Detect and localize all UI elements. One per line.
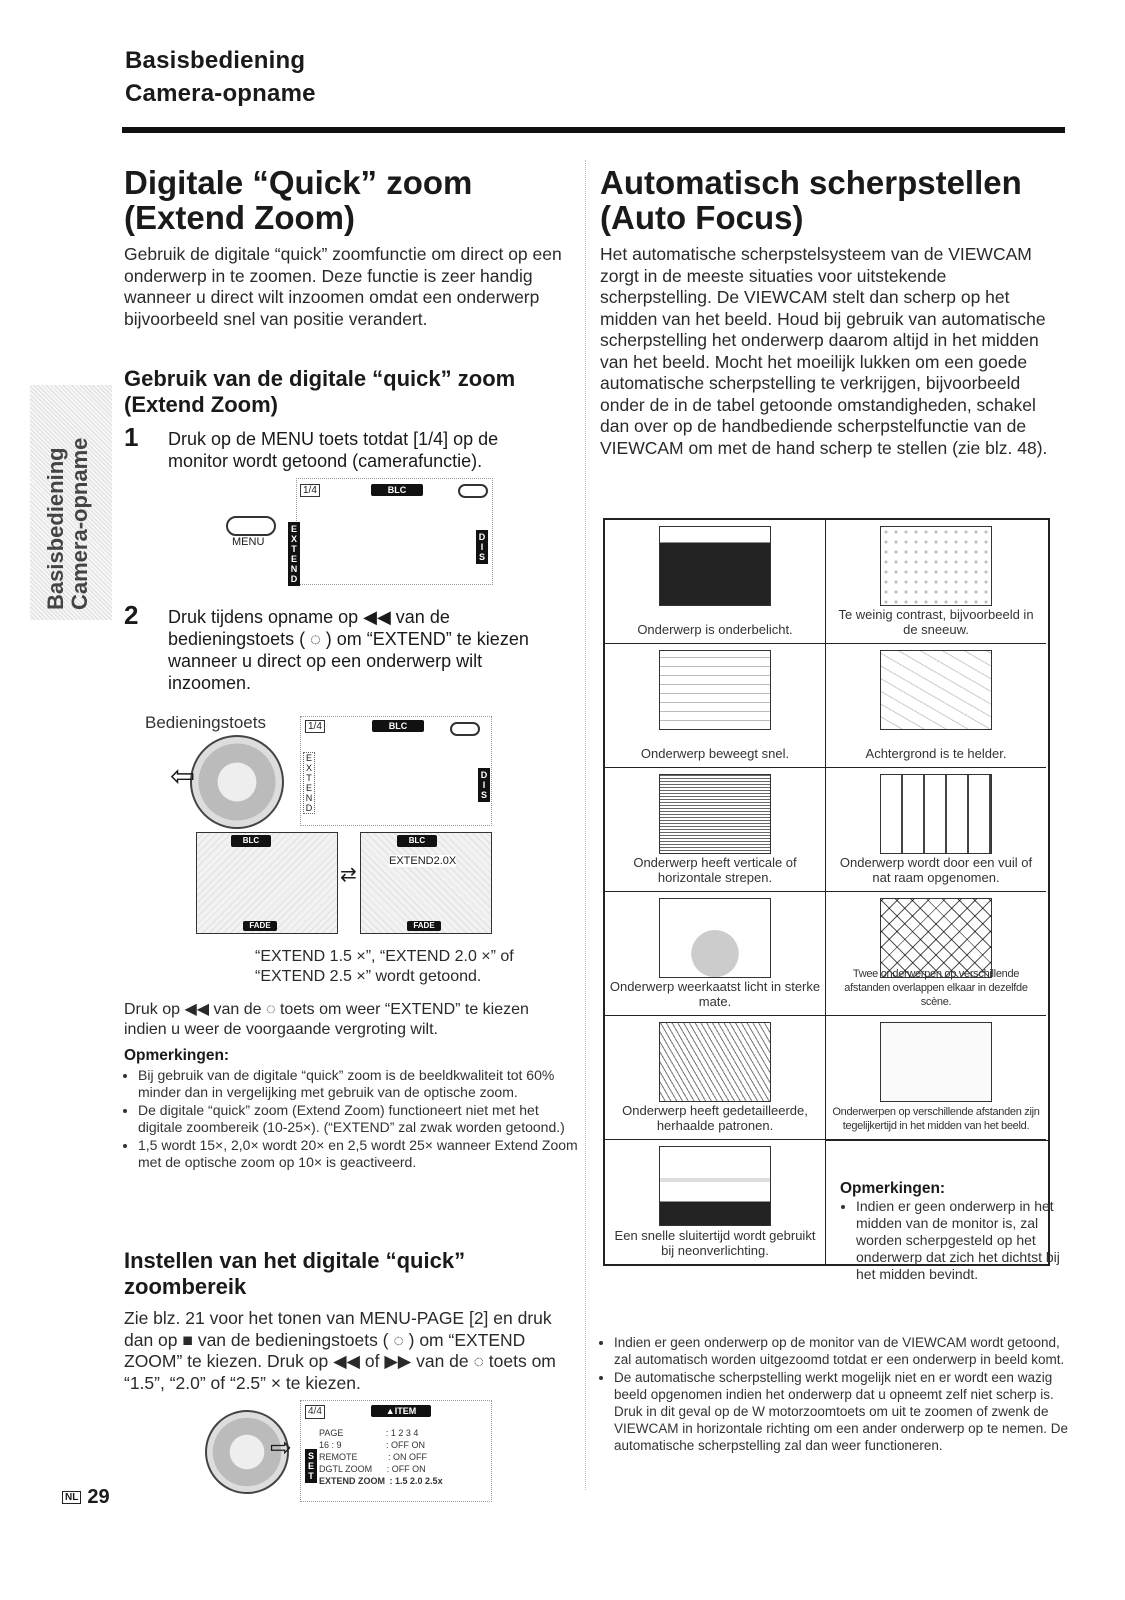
condition-cell: Onderwerp beweegt snel.	[605, 644, 826, 768]
blc-small-2: BLC	[397, 835, 437, 847]
side-tab	[30, 385, 112, 620]
side-tab-label: Basisbediening Camera-opname	[43, 437, 92, 610]
condition-cell: Onderwerp heeft verticale of horizontale strepen.	[605, 768, 826, 892]
step-2-number: 2	[124, 600, 139, 630]
item-indicator: ▲ITEM	[371, 1405, 431, 1417]
neon-light-illustration	[659, 1146, 771, 1226]
fade-label: FADE	[243, 921, 277, 931]
step-2-text: Druk tijdens opname op ◀◀ van de bedieningstoets ( ◌ ) om “EXTEND” te kiezen wanneer u direct op een onderwerp wilt inzoomen.	[168, 607, 529, 693]
extend-2x-label: EXTEND2.0X	[389, 855, 457, 867]
left-note-3: • 1,5 wordt 15×, 2,0× wordt 20× en 2,5 wordt 25× wanneer Extend Zoom met de optische zoom op 10× is geactiveerd.	[138, 1137, 578, 1171]
page-indicator: 1/4	[300, 484, 320, 497]
reflective-car-illustration	[659, 898, 771, 978]
step-1-text: Druk op de MENU toets totdat [1/4] op de monitor wordt getoond (camerafunctie).	[168, 429, 499, 471]
blc-indicator: BLC	[371, 484, 423, 496]
fence-batter-illustration	[880, 898, 992, 978]
menu-row-2: 16 : 9 : OFF ON	[319, 1440, 426, 1450]
snowman-illustration	[880, 526, 992, 606]
fade-label-2: FADE	[407, 921, 441, 931]
dis-indicator: D I S	[476, 530, 488, 564]
blc-small: BLC	[231, 835, 271, 847]
condition-cell: Onderwerp heeft gedetailleerde, herhaalde patronen.	[605, 1016, 826, 1140]
dis-indicator-2: D I S	[478, 768, 490, 802]
striped-blinds-illustration	[659, 774, 771, 854]
arrow-right-icon: ⇨	[270, 1432, 292, 1462]
patterned-floor-illustration	[659, 1022, 771, 1102]
condition-cell: Onderwerpen op verschillende afstanden zijn tegelijkertijd in het midden van het beeld.	[826, 1016, 1046, 1140]
step-1-number: 1	[124, 422, 139, 452]
left-notes-list	[124, 1067, 578, 1172]
arrow-left-icon: ⇦	[170, 760, 196, 793]
menu-button-label: MENU	[232, 536, 265, 548]
menu-button-icon	[226, 516, 276, 536]
menu-row-3: REMOTE : ON OFF	[319, 1452, 428, 1462]
column-divider	[585, 160, 586, 1490]
right-note-2: • De automatische scherpstelling werkt mogelijk niet en er wordt een wazig beeld opgenomen indien het onderwerp dat u opneemt zelf niet scherp is. Druk in dit geval op de W motorzoomtoets om uit te zoomen of zwenk de VIEWCAM in horizontale richting om een ander onderwerp op te nemen. De automatische scherpstelling zal dan weer functioneren.	[614, 1369, 1069, 1454]
menu-row-1: PAGE : 1 2 3 4	[319, 1428, 419, 1438]
race-cars-illustration	[659, 650, 771, 730]
set-indicator: S E T	[305, 1449, 317, 1483]
right-note-1: • Indien er geen onderwerp op de monitor van de VIEWCAM wordt getoond, zal automatisch worden uitgezoomd totdat er een onderwerp in beeld komt.	[614, 1334, 1069, 1368]
screen-after	[360, 832, 492, 934]
left-note-1: • Bij gebruik van de digitale “quick” zoom is de beeldkwaliteit tot 60% minder dan in vergelijking met gebruik van de optische zoom.	[138, 1067, 578, 1101]
autofocus-conditions-grid	[603, 518, 1050, 1266]
wet-window-illustration	[880, 774, 992, 854]
battery-icon-2	[450, 722, 480, 736]
condition-cell: Twee onderwerpen op verschillende afstanden overlappen elkaar in dezelfde scène.	[826, 892, 1046, 1016]
menu-row-5: EXTEND ZOOM : 1.5 2.0 2.5x	[319, 1476, 443, 1486]
menu-page-tag: 4/4	[305, 1405, 325, 1419]
bedieningstoets-label: Bedieningstoets	[145, 713, 266, 732]
right-title-line1: Automatisch scherpstellen	[600, 164, 1022, 201]
condition-cell: Onderwerp wordt door een vuil of nat raam opgenomen.	[826, 768, 1046, 892]
step-1-figure	[226, 478, 496, 588]
right-notes-heading: Opmerkingen:	[840, 1180, 946, 1197]
page-indicator-2: 1/4	[305, 720, 325, 733]
left-title-line2: (Extend Zoom)	[124, 199, 355, 236]
language-tag: NL	[62, 1491, 81, 1504]
extend-indicator-dim: E X T E N D	[303, 752, 315, 814]
header-rule	[122, 127, 1065, 133]
condition-cell: Onderwerp is onderbelicht.	[605, 520, 826, 644]
left-intro: Gebruik de digitale “quick” zoomfunctie om direct op een onderwerp in te zoomen. Deze functie is zeer handig wanneer u direct wilt inzoomen omdat een onderwerp bijvoorbeeld snel van positie verandert.	[124, 244, 562, 329]
condition-cell: Achtergrond is te helder.	[826, 644, 1046, 768]
extend-return-text: Druk op ◀◀ van de ◌ toets om weer “EXTEND” te kiezen indien u weer de voorgaande vergroting wilt.	[124, 1001, 529, 1038]
bright-background-illustration	[880, 650, 992, 730]
left-note-2: • De digitale “quick” zoom (Extend Zoom) functioneert niet met het digitale zoombereik (10-25×). (“EXTEND” zal zwak worden getoond.)	[138, 1102, 578, 1136]
right-notes-list	[600, 1334, 1069, 1455]
section-subheader: Camera-opname	[125, 80, 316, 107]
left-title-line1: Digitale “Quick” zoom	[124, 164, 473, 201]
left-subheading-2: Instellen van het digitale “quick” zoombereik	[124, 1248, 466, 1299]
control-dial-icon	[190, 735, 284, 829]
blc-indicator-2: BLC	[372, 720, 424, 732]
condition-cell: Onderwerp weerkaatst licht in sterke mate.	[605, 892, 826, 1016]
right-intro: Het automatische scherpstelsysteem van de VIEWCAM zorgt in de meeste situaties voor uitstekende scherpstelling. De VIEWCAM stelt dan scherp op het midden van het beeld. Houd bij gebruik van automatische scherpstelling het onderwerp daarom altijd in het midden van het beeld. Mocht het moeilijk lukken om een goede automatische scherpstelling te verkrijgen, bijvoorbeeld onder de in de tabel getoonde omstandigheden, schakel dan over op de handbediende scherpstelfunctie van de VIEWCAM om met de hand scherp te stellen (zie blz. 48).	[600, 244, 1048, 458]
extend-indicator: E X T E N D	[288, 522, 300, 586]
range-text: Zie blz. 21 voor het tonen van MENU-PAGE [2] en druk dan op ■ van de bedieningstoets ( ◌ ) om “EXTEND ZOOM” te kiezen. Druk op ◀◀ of ▶▶ van de ◌ toets om “1.5”, “2.0” of “2.5” × te kiezen.	[124, 1308, 556, 1393]
condition-cell: Een snelle sluitertijd wordt gebruikt bij neonverlichting.	[605, 1140, 826, 1264]
section-header: Basisbediening	[125, 47, 306, 74]
extend-caption: “EXTEND 1.5 ×”, “EXTEND 2.0 ×” of “EXTEND 2.5 ×” wordt getoond.	[255, 948, 514, 985]
page-number: NL 29	[62, 1486, 110, 1509]
screen-before	[196, 832, 338, 934]
child-foreground-illustration	[880, 1022, 992, 1102]
left-notes-heading: Opmerkingen:	[124, 1047, 230, 1064]
menu-row-4: DGTL ZOOM : OFF ON	[319, 1464, 426, 1474]
condition-cell: Te weinig contrast, bijvoorbeeld in de sneeuw.	[826, 520, 1046, 644]
left-subheading-1: Gebruik van de digitale “quick” zoom (Extend Zoom)	[124, 366, 516, 417]
menu-screen	[300, 1400, 492, 1502]
toggle-arrows-icon: ⇄	[340, 864, 357, 886]
right-title-line2: (Auto Focus)	[600, 199, 804, 236]
underexposed-room-illustration	[659, 526, 771, 606]
battery-icon	[458, 484, 488, 498]
right-note-inline: • Indien er geen onderwerp in het midden van de monitor is, zal worden scherpgesteld op het onderwerp dat zich het dichtst bij het midden bevindt.	[842, 1198, 1071, 1284]
